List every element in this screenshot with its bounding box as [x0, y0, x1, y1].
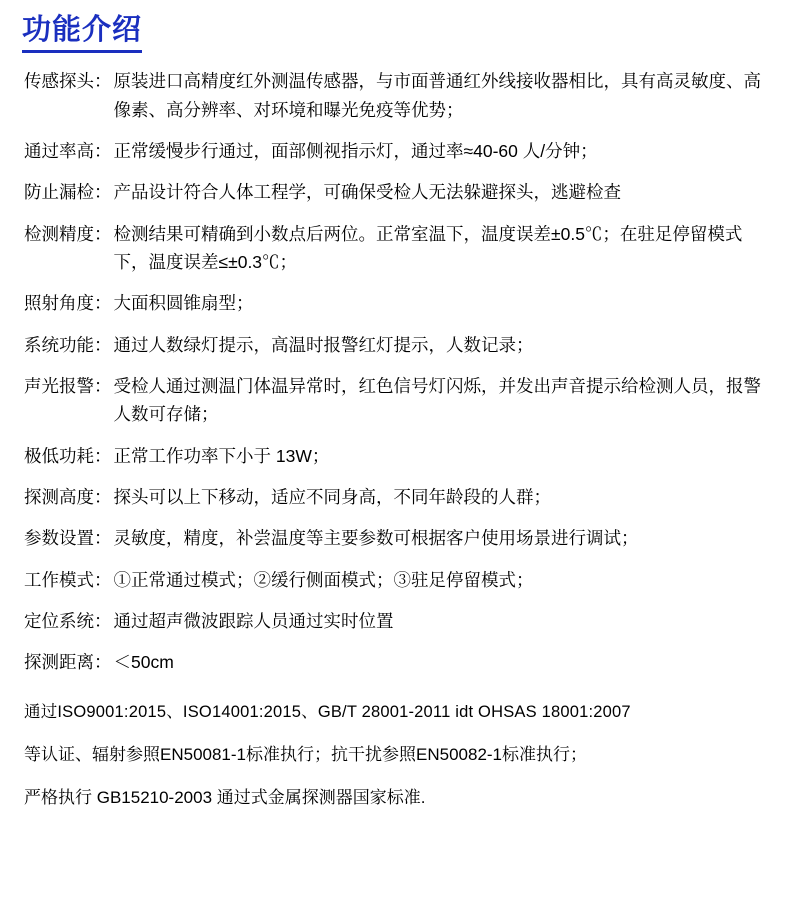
certification-footer	[0, 690, 790, 814]
feature-value: 通过超声微波跟踪人员通过实时位置	[113, 611, 394, 632]
list-item	[24, 483, 772, 511]
feature-colon: ：	[94, 445, 112, 466]
list-item	[24, 220, 772, 277]
list-item	[24, 566, 772, 594]
feature-list	[0, 53, 790, 677]
certification-line: 等认证、辐射参照EN50081-1标准执行；抗干扰参照EN50082-1标准执行；	[24, 744, 588, 764]
list-item	[24, 648, 772, 676]
feature-value: 探头可以上下移动，适应不同身高，不同年龄段的人群；	[113, 487, 551, 508]
feature-colon: ：	[94, 334, 112, 355]
feature-colon: ：	[94, 293, 112, 314]
feature-value: 检测结果可精确到小数点后两位。正常室温下，温度误差±0.5℃；在驻足停留模式下，温度误差≤±0.3℃；	[113, 223, 743, 272]
page-title-container	[0, 0, 790, 53]
feature-label: 定位系统	[24, 611, 94, 632]
list-item	[24, 524, 772, 552]
feature-colon: ：	[94, 487, 112, 508]
feature-colon: ：	[94, 611, 112, 632]
list-item	[24, 372, 772, 429]
feature-label: 照射角度	[24, 293, 94, 314]
feature-value: 灵敏度，精度，补尝温度等主要参数可根据客户使用场景进行调试；	[113, 528, 639, 549]
feature-value: 通过人数绿灯提示，高温时报警红灯提示，人数记录；	[113, 334, 534, 355]
feature-label: 检测精度	[24, 223, 94, 244]
feature-colon: ：	[94, 140, 112, 161]
feature-value: 正常工作功率下小于 13W；	[113, 445, 330, 466]
feature-label: 探测距离	[24, 652, 94, 673]
list-item	[24, 137, 772, 165]
feature-label: 参数设置	[24, 528, 94, 549]
feature-value: 正常缓慢步行通过，面部侧视指示灯，通过率≈40-60 人/分钟；	[113, 140, 598, 161]
feature-value: ①正常通过模式；②缓行侧面模式；③驻足停留模式；	[113, 569, 534, 590]
feature-colon: ：	[94, 71, 112, 92]
list-item	[24, 178, 772, 206]
feature-value: 原装进口高精度红外测温传感器，与市面普通红外线接收器相比，具有高灵敏度、高像素、高分辨率、对环境和曝光免疫等优势；	[113, 71, 761, 120]
feature-label: 防止漏检	[24, 182, 94, 203]
feature-label: 传感探头	[24, 71, 94, 92]
feature-colon: ：	[94, 223, 112, 244]
iso-standards-line: 通过ISO9001:2015、ISO14001:2015、GB/T 28001-2011 idt OHSAS 18001:2007	[24, 702, 631, 721]
feature-label: 系统功能	[24, 334, 94, 355]
list-item	[24, 289, 772, 317]
list-item	[24, 67, 772, 124]
feature-label: 探测高度	[24, 487, 94, 508]
feature-colon: ：	[94, 569, 112, 590]
list-item	[24, 607, 772, 635]
feature-colon: ：	[94, 182, 112, 203]
feature-colon: ：	[94, 376, 112, 396]
list-item	[24, 331, 772, 359]
feature-value: 产品设计符合人体工程学，可确保受检人无法躲避探头，逃避检查	[113, 182, 621, 203]
feature-colon: ：	[94, 528, 112, 549]
national-standard-line: 严格执行 GB15210-2003 通过式金属探测器国家标准.	[24, 788, 426, 808]
feature-label: 通过率高	[24, 140, 94, 161]
feature-label: 声光报警	[24, 376, 94, 396]
feature-value: 受检人通过测温门体温异常时，红色信号灯闪烁，并发出声音提示给检测人员，报警人数可存储；	[113, 376, 761, 425]
feature-value: 大面积圆锥扇型；	[113, 293, 254, 314]
feature-colon: ：	[94, 652, 112, 673]
list-item	[24, 442, 772, 470]
feature-label: 极低功耗	[24, 445, 94, 466]
page-title: 功能介绍	[22, 12, 142, 53]
feature-value: ＜50cm	[113, 652, 174, 673]
feature-label: 工作模式	[24, 569, 94, 590]
